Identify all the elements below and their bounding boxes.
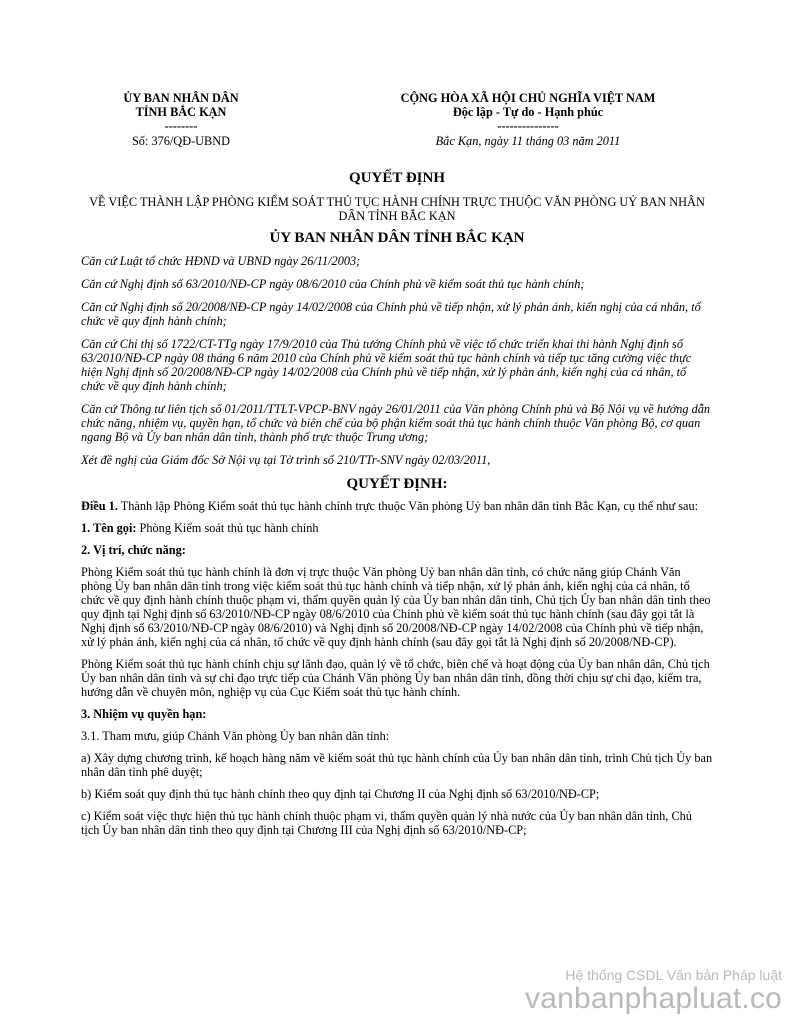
authority-name: ỦY BAN NHÂN DÂN TỈNH BẮC KẠN [269, 230, 525, 246]
section-2-paragraph-2: Phòng Kiểm soát thủ tục hành chính chịu sự lãnh đạo, quản lý về tổ chức, biên chế và hoạt động của Ủy ban nhân dân, Chủ tịch Ủy ban nhân dân tỉnh và sự chỉ đạo trực tiếp của Chánh Văn phòng Ủy ban nhân dân tỉnh, đồng thời chịu sự chỉ đạo, kiểm tra, hướng dẫn về chuyên môn, nghiệp vụ của Cục Kiểm soát thủ tục hành chính. [81, 657, 710, 699]
section-3-item-b: b) Kiểm soát quy định thủ tục hành chính theo quy định tại Chương II của Nghị định số 63/2010/NĐ-CP; [81, 787, 600, 801]
section-1-text: Phòng Kiểm soát thủ tục hành chính [136, 521, 319, 535]
document-date: Bắc Kạn, ngày 11 tháng 03 năm 2011 [435, 134, 621, 148]
country-name: CỘNG HÒA XÃ HỘI CHỦ NGHĨA VIỆT NAM [400, 91, 656, 105]
legal-bases [81, 254, 713, 467]
section-2-label: 2. Vị trí, chức năng: [81, 543, 186, 557]
section-3-1: 3.1. Tham mưu, giúp Chánh Văn phòng Ủy ban nhân dân tỉnh: [81, 729, 390, 743]
legal-basis-item: Căn cứ Nghị định số 63/2010/NĐ-CP ngày 08/6/2010 của Chính phủ về kiểm soát thủ tục hành chính; [81, 277, 585, 291]
legal-basis-item: Căn cứ Chỉ thị số 1722/CT-TTg ngày 17/9/2010 của Thủ tướng Chính phủ về việc tổ chức triển khai thi hành Nghị định số 63/2010/NĐ-CP ngày 08 tháng 6 năm 2010 của Chính phủ về kiểm soát thủ tục hành chính và tiếp tục tăng cường việc thực hiện Nghị định số 20/2008/NĐ-CP ngày 14/02/2008 của Chính phủ về tiếp nhận, xử lý phản ánh, kiến nghị của cá nhân, tổ chức về quy định hành chính; [81, 337, 692, 393]
motto-dash: --------------- [497, 119, 559, 133]
article-1-text: Thành lập Phòng Kiểm soát thủ tục hành chính trực thuộc Văn phòng Uỷ ban nhân dân tỉnh Bắc Kạn, cụ thể như sau: [117, 499, 699, 513]
decision-heading: QUYẾT ĐỊNH: [346, 476, 448, 492]
issuer-line2: TỈNH BẮC KẠN [135, 105, 227, 119]
issuer-block [81, 91, 281, 133]
legal-basis-item: Xét đề nghị của Giám đốc Sở Nội vụ tại Tờ trình số 210/TTr-SNV ngày 02/03/2011, [81, 453, 491, 467]
watermark-line2: vanbanphapluat.co [525, 982, 782, 1015]
section-3-item-c: c) Kiểm soát việc thực hiện thủ tục hành chính thuộc phạm vi, thẩm quyền quản lý nhà nước của Ủy ban nhân dân tỉnh, Chủ tịch Ủy ban nhân dân tỉnh theo quy định tại Chương III của Nghị định số 63/2010/NĐ-CP; [81, 809, 692, 837]
section-3-label: 3. Nhiệm vụ quyền hạn: [81, 707, 207, 721]
article-1-label: Điều 1. [81, 499, 118, 513]
section-1 [81, 521, 713, 535]
legal-basis-item: Căn cứ Nghị định số 20/2008/NĐ-CP ngày 14/02/2008 của Chính phủ về tiếp nhận, xử lý phản ánh, kiến nghị của cá nhân, tổ chức về quy định hành chính; [81, 300, 701, 328]
issuer-line1: ỦY BAN NHÂN DÂN [123, 91, 239, 105]
header-sub [81, 134, 713, 148]
legal-basis-item: Căn cứ Luật tổ chức HĐND và UBND ngày 26/11/2003; [81, 254, 361, 268]
document-title: QUYẾT ĐỊNH [349, 170, 445, 186]
document-subtitle: VỀ VIỆC THÀNH LẬP PHÒNG KIỂM SOÁT THỦ TỤC HÀNH CHÍNH TRỰC THUỘC VĂN PHÒNG UỶ BAN NHÂN DÂN TỈNH BẮC KẠN [89, 195, 705, 223]
section-2-paragraph-1: Phòng Kiểm soát thủ tục hành chính là đơn vị trực thuộc Văn phòng Uỷ ban nhân dân tỉnh, có chức năng giúp Chánh Văn phòng Ủy ban nhân dân tỉnh trong việc kiểm soát thủ tục hành chính và tiếp nhận, xử lý phản ánh, kiến nghị của cá nhân, tổ chức về quy định hành chính thuộc phạm vi, thẩm quyền quản lý của Ủy ban nhân dân tỉnh, Chủ tịch Ủy ban nhân dân tỉnh theo quy định tại Nghị định số 63/2010/NĐ-CP ngày 08/6/2010 của Chính phủ về kiểm soát thủ tục hành chính (sau đây gọi tắt là Nghị định số 63/2010/NĐ-CP ngày 08/6/2010) và Nghị định số 20/2008/NĐ-CP ngày 14/02/2008 của Chính phủ về tiếp nhận, xử lý phản ánh, kiến nghị của cá nhân, tổ chức về quy định hành chính (sau đây gọi tắt là Nghị định số 20/2008/NĐ-CP). [81, 565, 711, 649]
section-3-item-a: a) Xây dựng chương trình, kế hoạch hàng năm về kiểm soát thủ tục hành chính của Ủy ban nhân dân tỉnh, trình Chủ tịch Ủy ban nhân dân tỉnh phê duyệt; [81, 751, 713, 779]
watermark-line1: Hệ thống CSDL Văn bản Pháp luật [565, 967, 782, 983]
document-number: Số: 376/QĐ-UBND [131, 134, 231, 148]
document-page [81, 91, 713, 837]
issuer-dash: -------- [164, 119, 198, 133]
motto: Độc lập - Tự do - Hạnh phúc [452, 105, 604, 119]
legal-basis-item: Căn cứ Thông tư liên tịch số 01/2011/TTLT-VPCP-BNV ngày 26/01/2011 của Văn phòng Chính phủ và Bộ Nội vụ về hướng dẫn chức năng, nhiệm vụ, quyền hạn, tổ chức và biên chế của bộ phận kiểm soát thủ tục hành chính thuộc Văn phòng Bộ, cơ quan ngang Bộ và Ủy ban nhân dân tỉnh, thành phố trực thuộc Trung ương; [81, 402, 711, 444]
article-1 [81, 499, 713, 513]
document-header [81, 91, 713, 133]
national-motto-block [343, 91, 713, 133]
section-1-label: 1. Tên gọi: [81, 521, 137, 535]
